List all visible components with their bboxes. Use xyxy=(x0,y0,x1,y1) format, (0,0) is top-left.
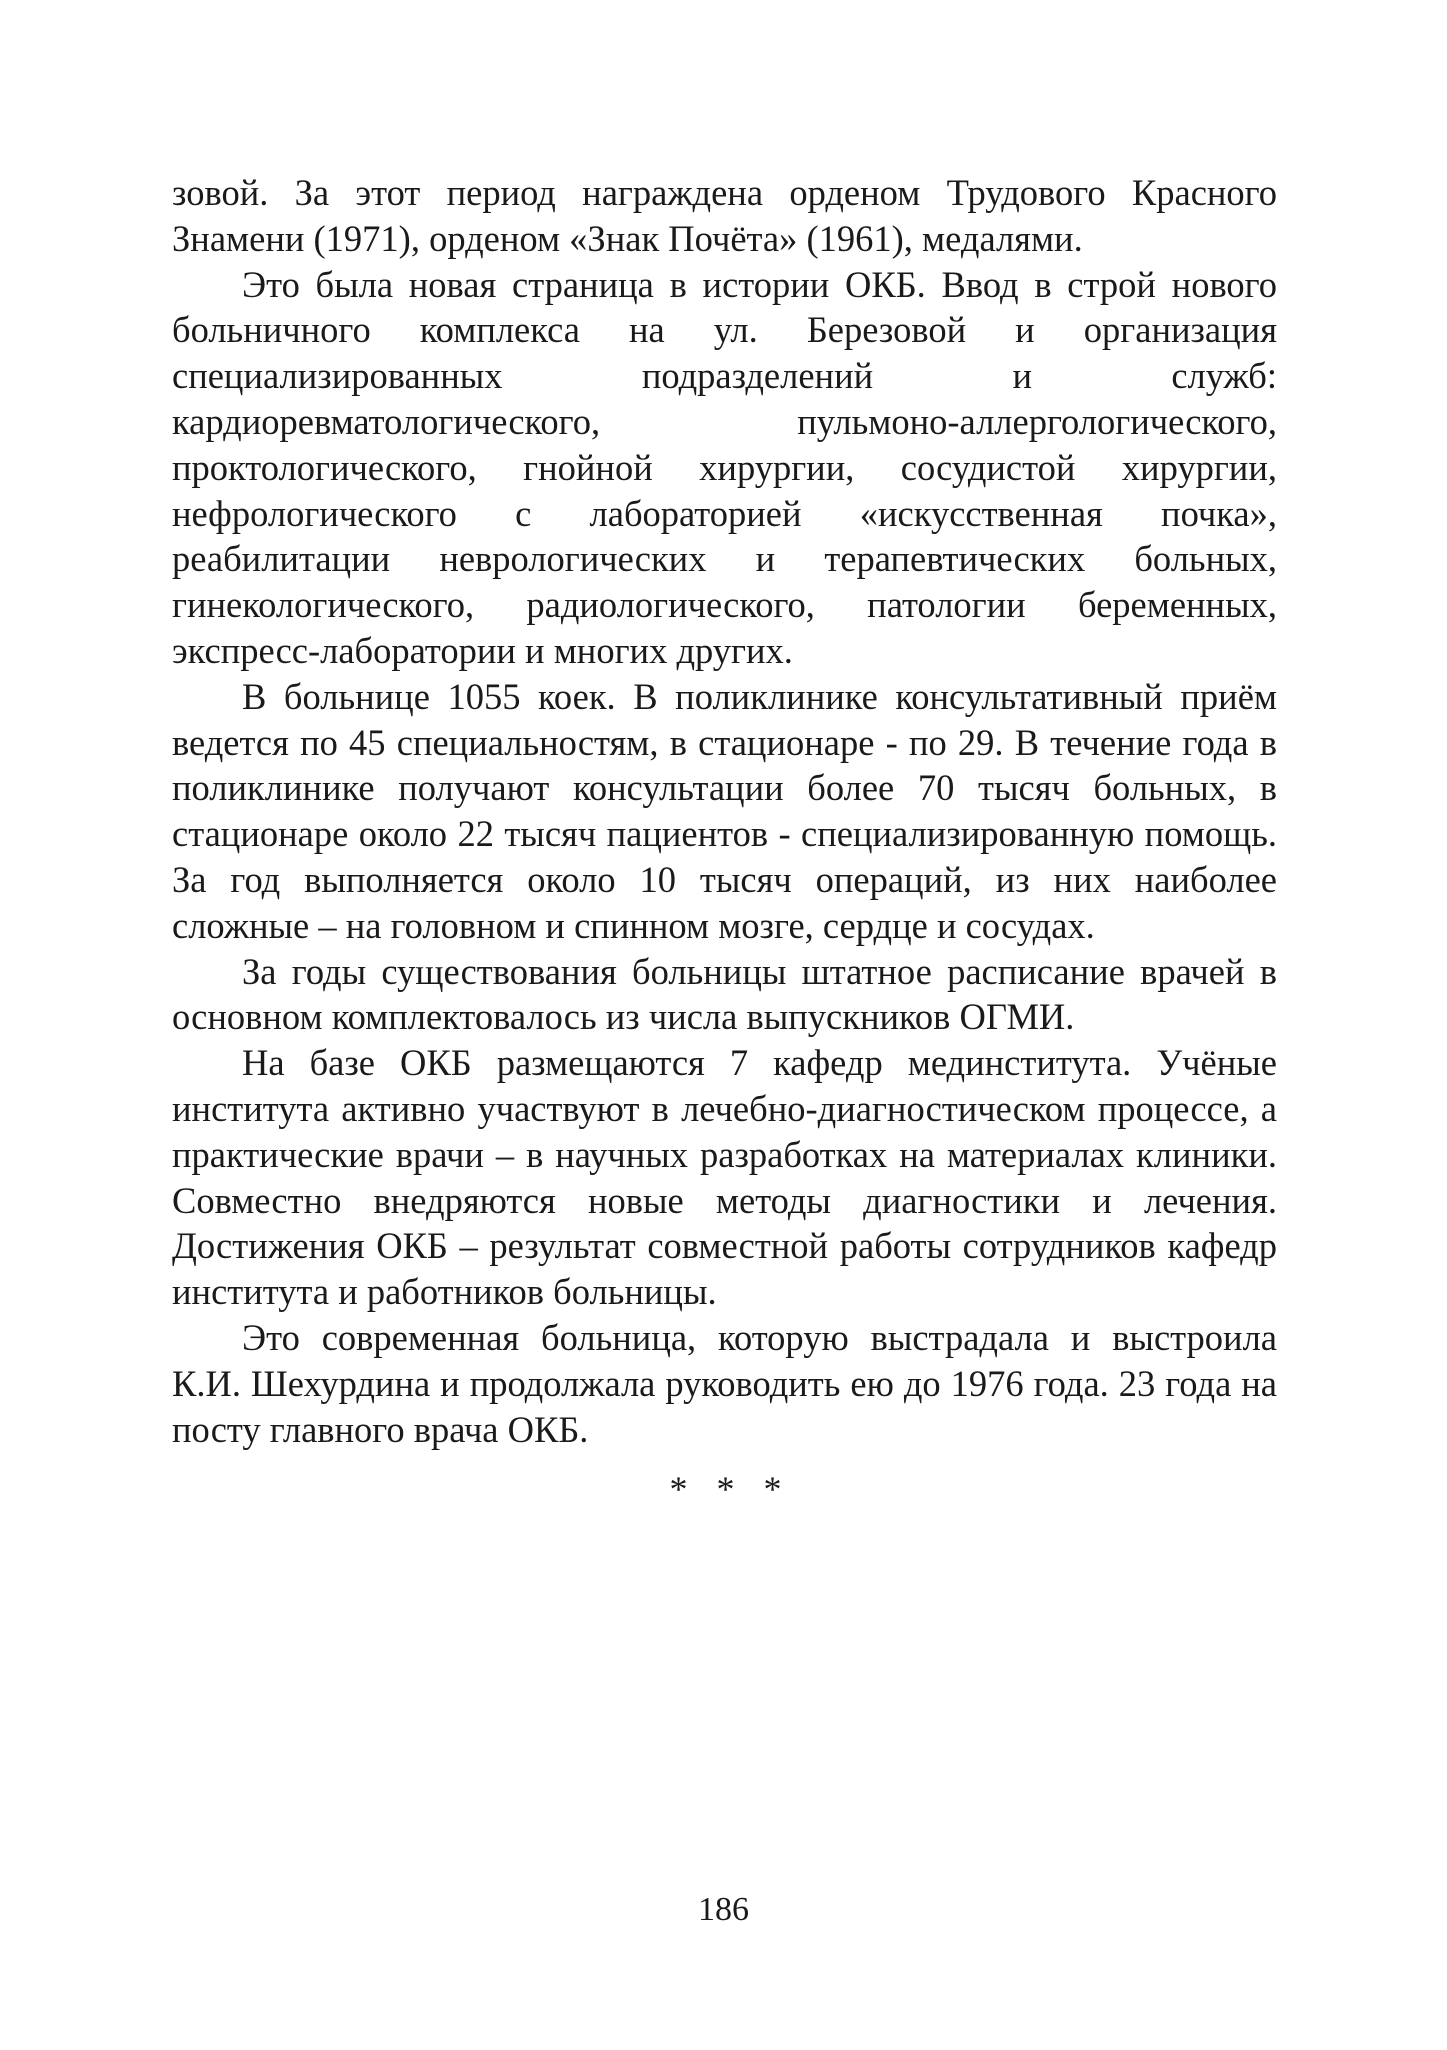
section-separator: * * * xyxy=(669,1469,792,1510)
text-block xyxy=(172,170,1277,1452)
paragraph-3: В больнице 1055 коек. В поликлинике консультативный приём ведется по 45 специальностям, в стационаре - по 29. В течение года в поликлинике получают консультации более 70 тысяч больных, в стационаре около 22 тысяч пациентов - специализированную помощь. За год выполняется около 10 тысяч операций, из них наиболее сложные – на головном и спинном мозге, сердце и сосудах. xyxy=(172,675,1277,946)
paragraph-4: За годы существования больницы штатное расписание врачей в основном комплектовалось из числа выпускников ОГМИ. xyxy=(172,950,1277,1038)
page-body xyxy=(172,170,1277,1512)
paragraph-5: На базе ОКБ размещаются 7 кафедр мединститута. Учёные института активно участвуют в лечебно-диагностическом процессе, а практические врачи – в научных разработках на материалах клиники. Совместно внедряются новые методы диагностики и лечения. Достижения ОКБ – результат совместной работы сотрудников кафедр института и работников больницы. xyxy=(172,1042,1277,1313)
paragraph-1: зовой. За этот период награждена орденом Трудового Красного Знамени (1971), орденом «Знак Почёта» (1961), медалями. xyxy=(172,172,1277,259)
page-number: 186 xyxy=(698,1891,749,1928)
paragraph-6: Это современная больница, которую выстрадала и выстроила К.И. Шехурдина и продолжала руководить ею до 1976 года. 23 года на посту главного врача ОКБ. xyxy=(172,1316,1277,1450)
paragraph-2: Это была новая страница в истории ОКБ. Ввод в строй нового больничного комплекса на ул. Березовой и организация специализированных подразделений и служб: кардиоревматологического, пульмоно-аллергологического, проктологического, гнойной хирургии, сосудистой хирургии, нефрологического с лабораторией «искусственная почка», реабилитации неврологических и терапевтических больных, гинекологического, радиологического, патологии беременных, экспресс-лаборатории и многих других. xyxy=(172,263,1277,671)
